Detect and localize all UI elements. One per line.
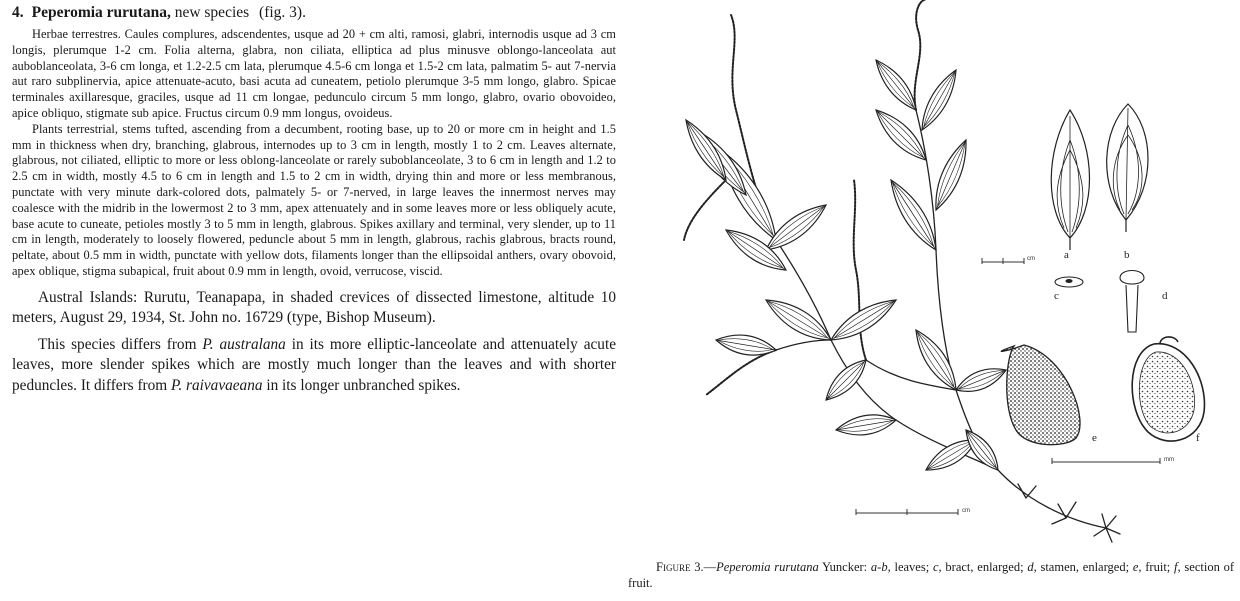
plant-illustration [626,0,1236,556]
differs-text-3: in its longer unbranched spikes. [262,376,461,394]
species-status: new species [174,4,250,21]
label-f: f [1196,432,1200,444]
latin-description: Herbae terrestres. Caules complures, adscendentes, usque ad 20 + cm alti, ramosi, glabri, internodis usque ad 3 cm longis, plerumque 1-2 cm. Folia alterna, glabra, non ciliata, elliptica ad plus minusve oblongo-lanceolata aut auboblanceolata, 3-6 cm longa, et 1.2-2.5 cm lata, plerumque 4.5-6 cm longa et 1.5-2 cm lata, palmatim 5- aut 7-nervia aut raro subplinervia, apice attenuate-acuto, basi acuta ad cuneatem, petiolo plerumque 3-5 mm longo, glabro. Spicae terminales axillaresque, graciles, usque ad 11 cm longae, pedunculo circum 5 mm longo, glabro, ovario obovoideo, apice obliquo, stigmate sub apice. Fructus circum 0.9 mm longus, ovoideus. [12,27,616,120]
caption-dash: — [703,560,717,574]
species-number: 4. [12,4,24,21]
label-d: d [1162,290,1168,302]
caption-key-ab: a-b, [870,560,891,574]
caption-label: Figure 3. [656,560,704,574]
caption-key-d: d, [1027,560,1037,574]
taxon-raivavaeana: P. raivavaeana [171,376,263,394]
caption-text-e: fruit; [1141,560,1175,574]
caption-text-ab: leaves; [890,560,933,574]
stamen-detail [1120,271,1144,333]
differs-text-1: This species differs from [38,335,203,353]
english-description: Plants terrestrial, stems tufted, ascending from a decumbent, rooting base, up to 20 or more cm in height and 1.5 mm in thickness when dry, branching, glabrous, internodes up to 3 cm in length, mostly 1 to 2 cm. Leaves alternate, glabrous, not ciliated, elliptic to more or less oblong-lanceolate or rarely suboblanceolate, 3 to 6 cm in length and 1.2 to 2.5 cm in width, mostly 4.5 to 6 cm in length and 1.5 to 2 cm in width, drying thin and more or less membranous, punctate with very minute dark-colored dots, palmately 5- or 7-nerved, in large leaves the innermost nerves may coalesce with the midrib in the lowermost 2 to 3 mm, apex attenuately and in some leaves more or less obliquely acute, base acute to cuneate, petioles mostly 3 to 5 mm in length, glabrous. Spikes axillary and terminal, very slender, up to 11 cm in length, moderately to loosely flowered, peduncle about 5 mm in length, glabrous, rachis glabrous, bracts round, peltate, about 0.5 mm in width, punctate with yellow dots, filaments longer than the ellipsoidal anthers, ovary obovoid, apex oblique, stigma subapical, fruit about 0.9 mm in length, ovoid, verrucose, viscid. [12,121,616,278]
bract-detail [1055,277,1083,287]
caption-text-c: bract, enlarged; [941,560,1028,574]
text-column [12,2,616,396]
taxon-australana: P. australana [202,335,286,353]
leaf-scale-unit: cm [1027,256,1035,262]
caption-key-f: f, [1174,560,1181,574]
species-heading [12,2,616,24]
label-b: b [1124,249,1130,261]
figure-caption [628,560,1234,591]
fruit-detail [1001,345,1080,445]
caption-taxon: Peperomia rurutana [716,560,819,574]
caption-key-c: c, [932,560,942,574]
caption-key-e: e, [1132,560,1142,574]
plant-drawing [684,0,1120,542]
label-e: e [1092,432,1097,444]
label-c: c [1054,290,1059,302]
caption-author: Yuncker: [818,560,871,574]
fruit-scale-unit: mm [1164,457,1174,463]
locality-paragraph: Austral Islands: Rurutu, Teanapapa, in shaded crevices of dissected limestone, altitude 10 meters, August 29, 1934, St. John no. 16729 (type, Bishop Museum). [12,288,616,327]
caption-text-d: stamen, enlarged; [1036,560,1133,574]
differs-paragraph [12,335,616,397]
leaf-details [1051,104,1148,250]
label-a: a [1064,249,1069,261]
fruit-section-detail [1132,337,1204,441]
figure-reference: (fig. 3). [259,4,306,21]
plant-scale-unit: cm [962,508,970,514]
figure-panel [626,0,1236,601]
species-name: Peperomia rurutana, [31,4,171,21]
caption-text-f: section of fruit. [628,560,1234,590]
differs-text-2: in its more elliptic-lanceolate and attenuately acute leaves, more slender spikes which are mostly much longer than the leaves and with shorter peduncles. It differs from [12,335,616,394]
